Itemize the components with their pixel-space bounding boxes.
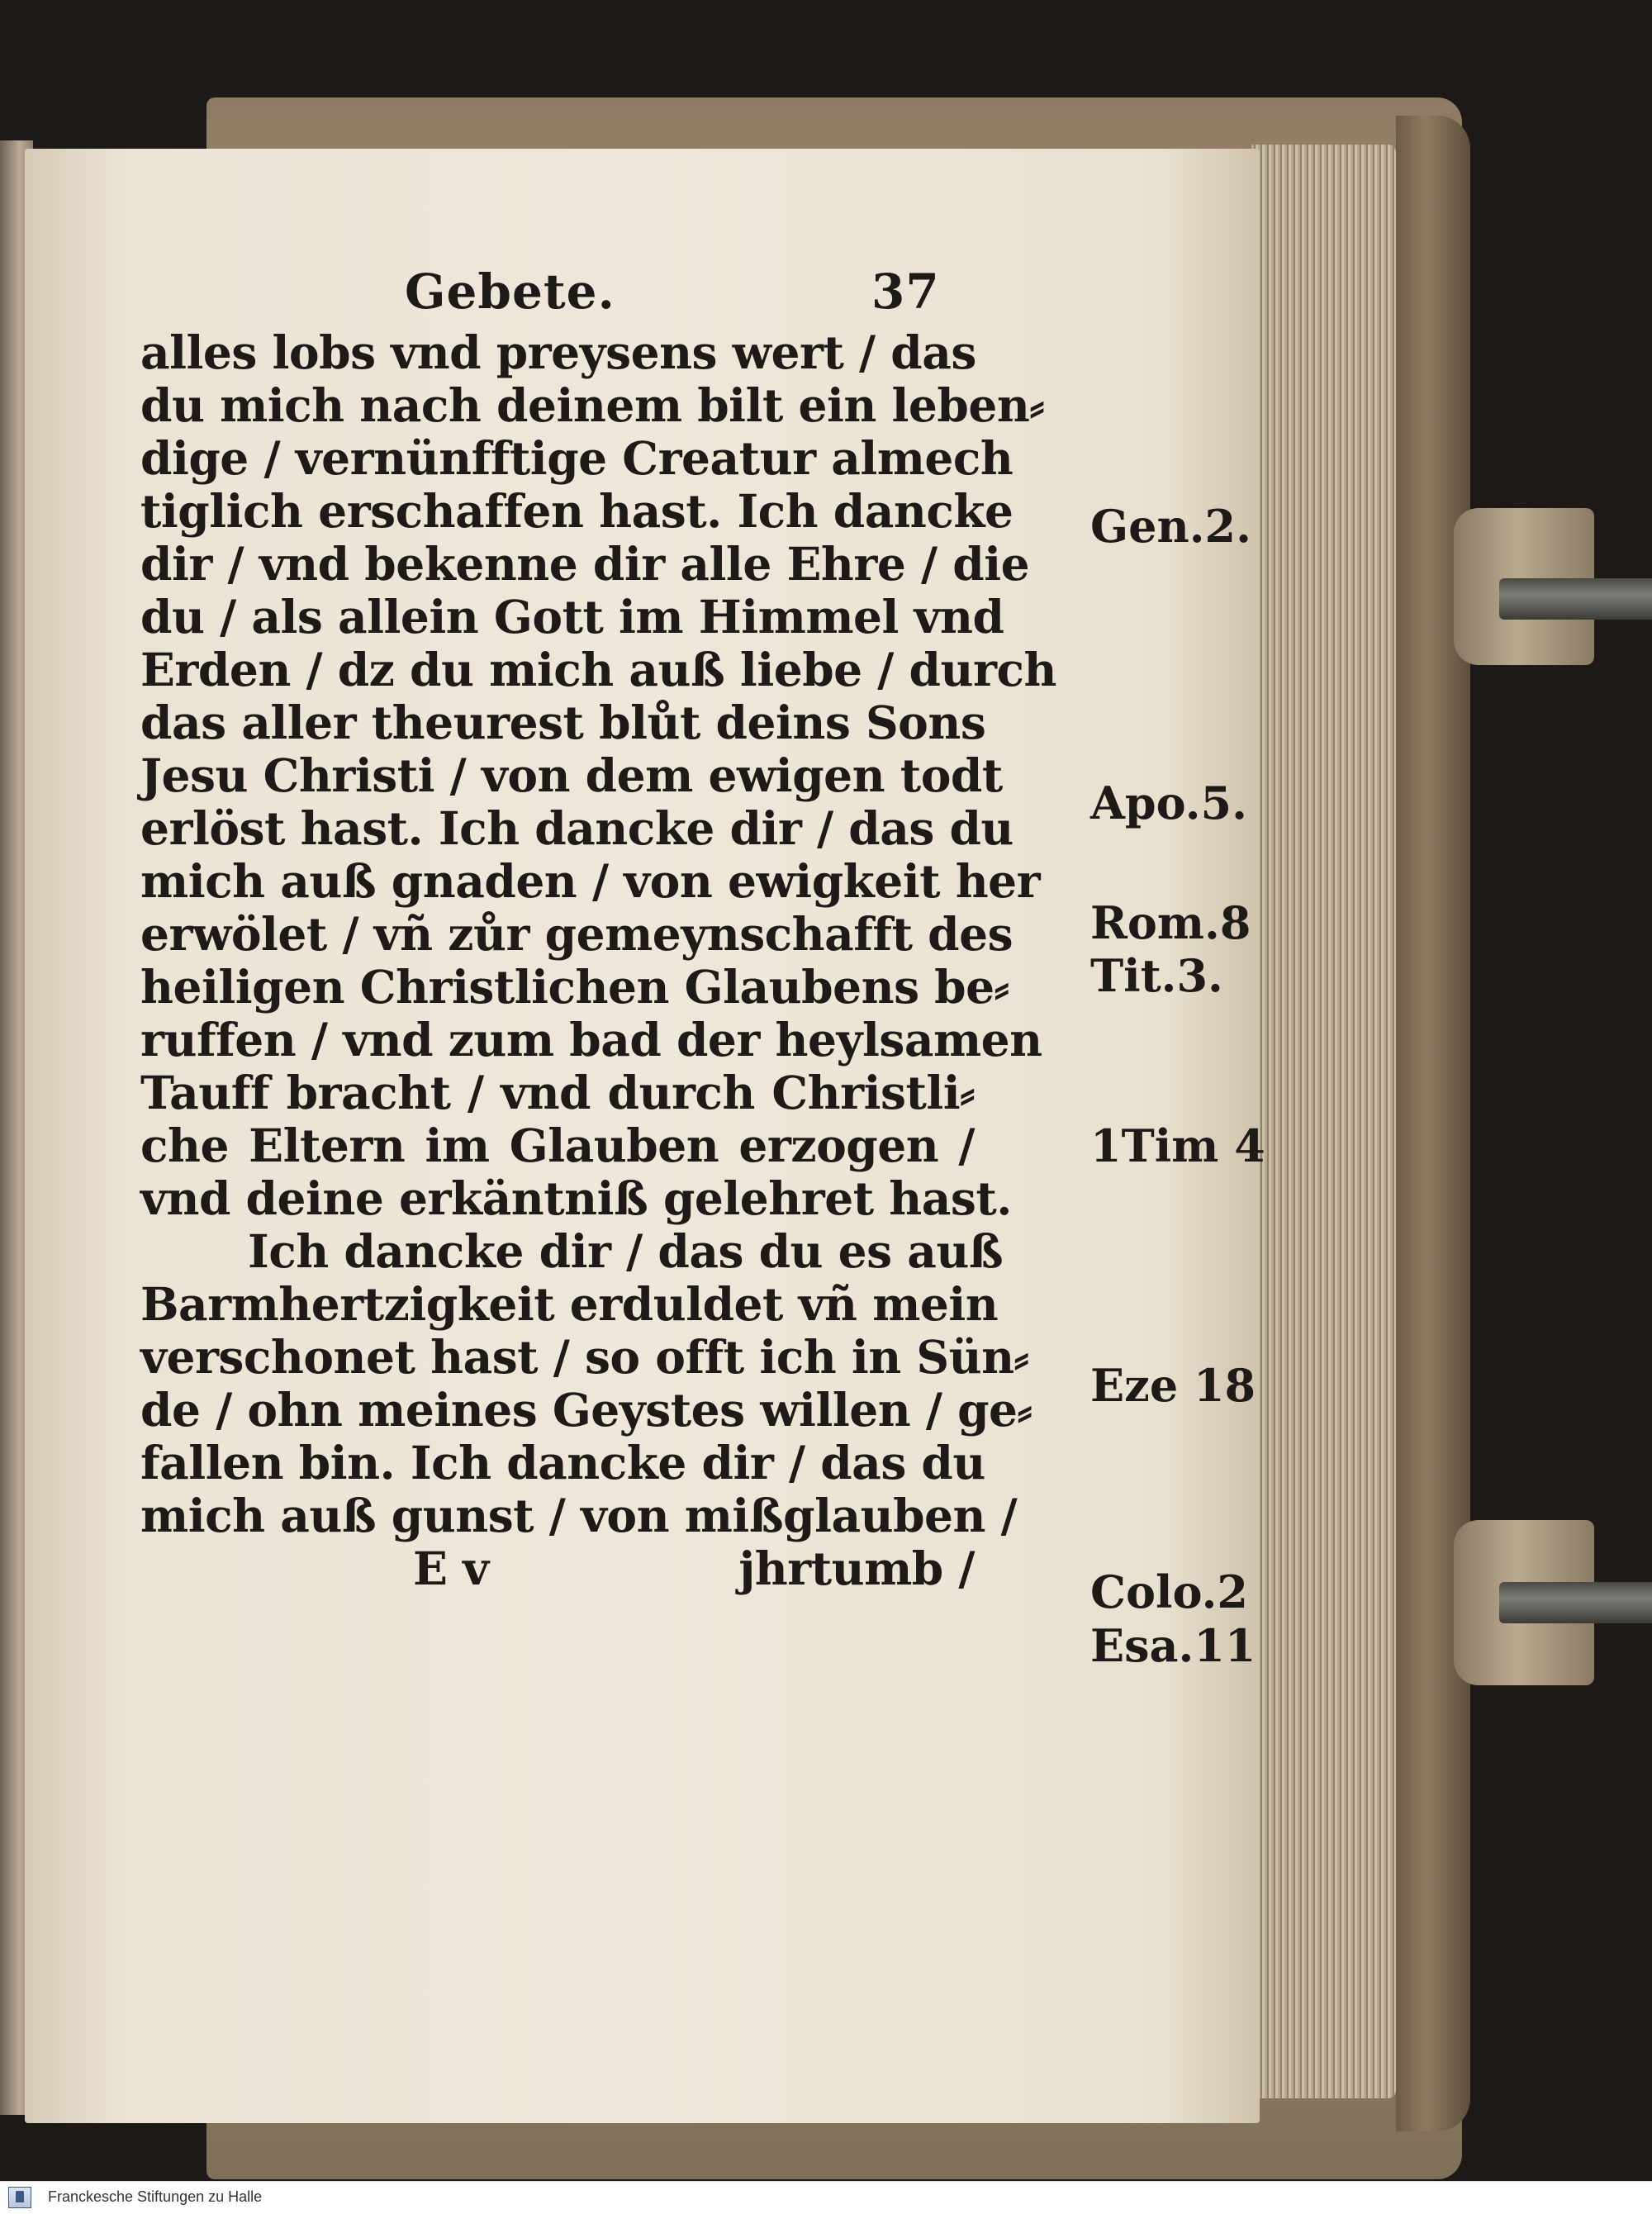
text-line: Jesu Christi / von dem ewigen todt: [140, 748, 1003, 802]
institution-logo-icon: [8, 2187, 31, 2208]
text-line: alles lobs vnd preysens wert / das: [140, 325, 976, 379]
margin-note: Apo.5.: [1090, 777, 1247, 829]
text-line: dir / vnd bekenne dir alle Ehre / die: [140, 537, 1030, 591]
text-line: mich auß gnaden / von ewigkeit her: [140, 854, 1041, 908]
book-board-edge: [1396, 116, 1470, 2131]
text-line: verschonet hast / so offt ich in Sün⸗: [140, 1330, 1029, 1384]
text-line: fallen bin. Ich dancke dir / das du: [140, 1436, 985, 1489]
running-head: [140, 260, 975, 326]
text-line: dige / vernünfftige Creatur almech: [140, 431, 1014, 485]
footer-bar: [0, 2181, 1652, 2214]
text-line: erwölet / vñ zůr gemeynschafft des: [140, 907, 1014, 961]
text-line-indented: Ich dancke dir / das du es auß: [248, 1224, 1004, 1278]
margin-note: Tit.3.: [1090, 949, 1223, 1002]
text-line: Tauff bracht / vnd durch Christli⸗: [140, 1066, 975, 1119]
text-line: du / als allein Gott im Himmel vnd: [140, 590, 1004, 644]
text-line: Erden / dz du mich auß liebe / durch: [140, 643, 1056, 696]
text-line: de / ohn meines Geystes willen / ge⸗: [140, 1383, 1032, 1437]
text-line: ruffen / vnd zum bad der heylsamen: [140, 1013, 1042, 1067]
margin-note: Esa.11: [1090, 1619, 1256, 1672]
body-lines: [140, 325, 1056, 1595]
catchword: jhrtumb /: [738, 1542, 975, 1595]
text-line: das aller theurest blůt deins Sons: [140, 696, 986, 749]
text-line: tiglich erschaffen hast. Ich dancke: [140, 484, 1014, 538]
text-line: heiligen Christlichen Glaubens be⸗: [140, 960, 1009, 1014]
clasp-strap-upper: [1499, 578, 1652, 620]
text-line: mich auß gunst / von mißglauben /: [140, 1489, 1018, 1542]
page-text-block: [140, 260, 1265, 1672]
clasp-strap-lower: [1499, 1582, 1652, 1623]
running-head-title: Gebete.: [405, 264, 615, 320]
footer-label: Franckesche Stiftungen zu Halle: [48, 2188, 263, 2205]
page-fore-edge: [1251, 145, 1396, 2098]
text-line: che Eltern im Glauben erzogen /: [140, 1119, 975, 1172]
text-line: Barmhertzigkeit erduldet vñ mein: [140, 1277, 999, 1331]
page-number: 37: [871, 264, 940, 320]
text-line: erlöst hast. Ich dancke dir / das du: [140, 801, 1014, 855]
margin-note: Gen.2.: [1090, 500, 1251, 553]
margin-note: Eze 18: [1090, 1359, 1256, 1412]
signature-mark: E v: [413, 1542, 489, 1595]
catchline: [140, 1542, 975, 1595]
margin-note: Rom.8: [1090, 896, 1251, 949]
margin-note: 1Tim 4: [1090, 1119, 1265, 1172]
text-line: du mich nach deinem bilt ein leben⸗: [140, 378, 1045, 432]
margin-note: Colo.2: [1090, 1565, 1248, 1618]
text-line: vnd deine erkäntniß gelehret hast.: [140, 1171, 1012, 1225]
